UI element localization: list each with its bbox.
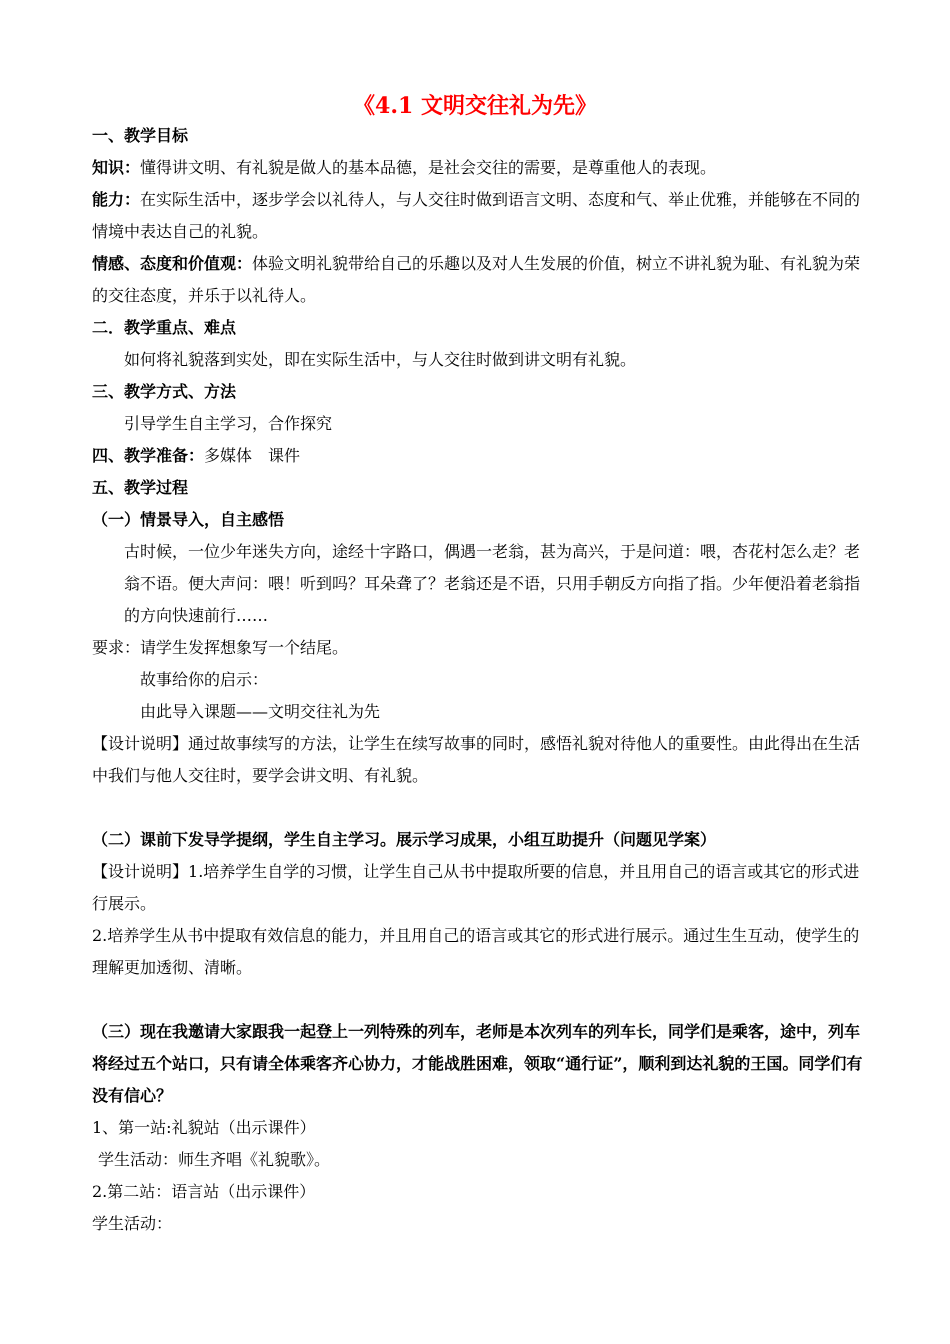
- part2-heading: （二）课前下发导学提纲，学生自主学习。展示学习成果，小组互助提升（问题见学案）: [92, 830, 717, 849]
- part2-design-note: [92, 856, 864, 920]
- objective-knowledge-text: 懂得讲文明、有礼貌是做人的基本品德，是社会交往的需要，是尊重他人的表现。: [140, 158, 717, 177]
- part1-note-text: 通过故事续写的方法，让学生在续写故事的同时，感悟礼貌对待他人的重要性。由此得出在生活中我们与他人交往时，要学会讲文明、有礼貌。: [92, 734, 861, 785]
- objective-emotion-text: 体验文明礼貌带给自己的乐趣以及对人生发展的价值，树立不讲礼貌为耻、有礼貌为荣的交往态度，并乐于以礼待人。: [92, 254, 861, 305]
- section-heading-methods: 三、教学方式、方法: [92, 382, 237, 401]
- part1-note-label: 【设计说明】: [92, 734, 189, 753]
- objective-ability-label: 能力：: [92, 190, 141, 209]
- section-heading-objectives: 一、教学目标: [92, 126, 189, 145]
- part3-activity-1: 学生活动：师生齐唱《礼貌歌》。: [98, 1150, 331, 1169]
- part3-activity-2: 学生活动：: [92, 1214, 173, 1233]
- spacer: [92, 984, 864, 1016]
- section-heading-preparation: 四、教学准备：: [92, 446, 205, 465]
- part3-station-1: 1、第一站:礼貌站（出示课件）: [92, 1118, 316, 1137]
- section-heading-key-points: 二．教学重点、难点: [92, 318, 237, 337]
- part2-note-label: 【设计说明】: [92, 862, 189, 881]
- spacer: [92, 792, 864, 824]
- part1-hint: 故事给你的启示：: [140, 670, 269, 689]
- part1-story: 古时候，一位少年迷失方向，途经十字路口，偶遇一老翁，甚为高兴，于是问道：喂，杏花村怎么走？老翁不语。便大声问：喂！听到吗？耳朵聋了？老翁还是不语，只用手朝反方向指了指。少年便沿着老翁指的方向快速前行……: [124, 542, 861, 625]
- part1-requirement: 要求：请学生发挥想象写一个结尾。: [92, 638, 349, 657]
- document-body: [92, 120, 864, 1240]
- objective-ability: [92, 184, 864, 248]
- part2-note-2: 2.培养学生从书中提取有效信息的能力，并且用自己的语言或其它的形式进行展示。通过生生互动，使学生的理解更加透彻、清晰。: [92, 926, 860, 977]
- part1-heading: （一）情景导入，自主感悟: [92, 510, 285, 529]
- preparation-text: 多媒体 课件: [204, 446, 301, 465]
- objective-knowledge-label: 知识：: [92, 158, 141, 177]
- part3-heading: （三）现在我邀请大家跟我一起登上一列特殊的列车，老师是本次列车的列车长，同学们是乘客，途中，列车将经过五个站口，只有请全体乘客齐心协力，才能战胜困难，领取“通行证”，顺利到达礼貌的王国。同学们有没有信心？: [92, 1022, 863, 1105]
- objective-knowledge: [92, 152, 864, 184]
- methods-text: 引导学生自主学习，合作探究: [124, 414, 333, 433]
- part2-note-text: 1.培养学生自学的习惯，让学生自己从书中提取所要的信息，并且用自己的语言或其它的形式进行展示。: [92, 862, 860, 913]
- objective-emotion-label: 情感、态度和价值观：: [92, 254, 253, 273]
- part1-design-note: [92, 728, 864, 792]
- key-points-text: 如何将礼貌落到实处，即在实际生活中，与人交往时做到讲文明有礼貌。: [124, 350, 637, 369]
- part3-station-2: 2.第二站：语言站（出示课件）: [92, 1182, 316, 1201]
- part1-lead-in: 由此导入课题——文明交往礼为先: [140, 702, 381, 721]
- preparation: [92, 440, 864, 472]
- section-heading-process: 五、教学过程: [92, 478, 189, 497]
- document-title: 《4.1 文明交往礼为先》: [353, 93, 597, 119]
- objective-emotion: [92, 248, 864, 312]
- objective-ability-text: 在实际生活中，逐步学会以礼待人，与人交往时做到语言文明、态度和气、举止优雅，并能够在不同的情境中表达自己的礼貌。: [92, 190, 861, 241]
